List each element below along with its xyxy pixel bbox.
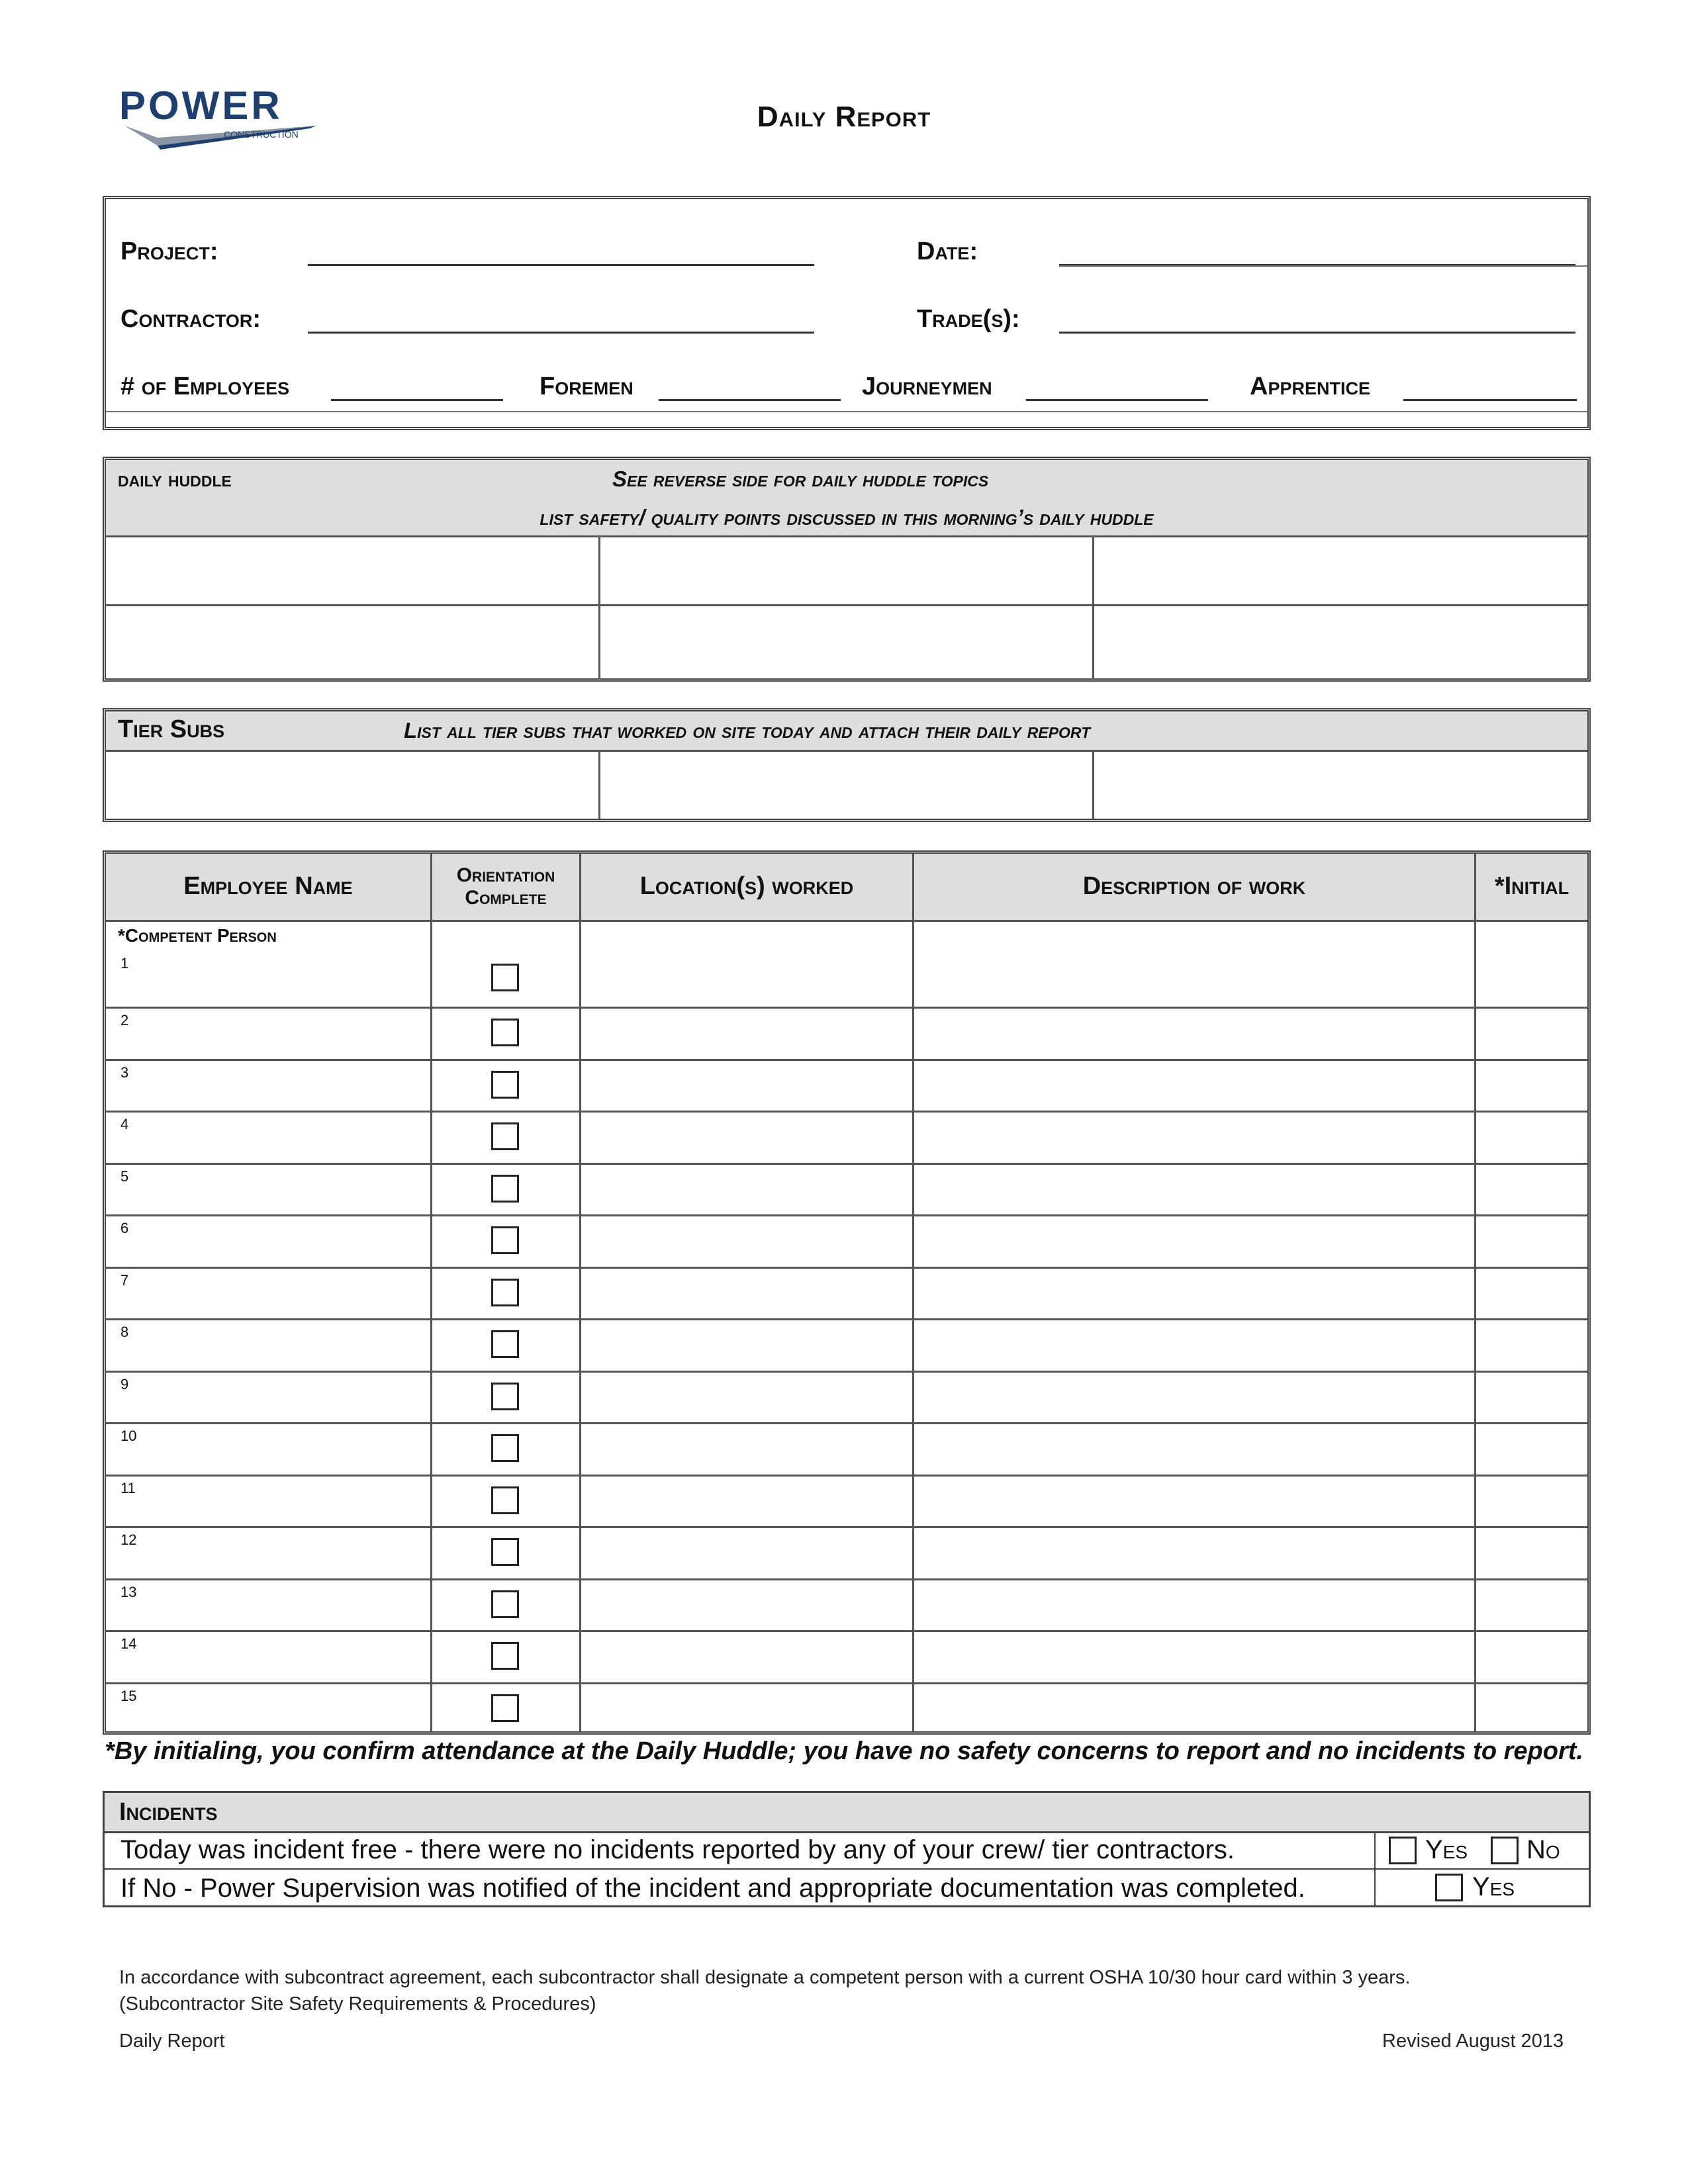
huddle-cell[interactable]: [1094, 535, 1587, 604]
location-cell[interactable]: [581, 1007, 912, 1059]
orientation-complete-checkbox[interactable]: [491, 1330, 519, 1358]
initial-cell[interactable]: [1476, 1318, 1587, 1371]
employees-label: # of Employees: [120, 373, 290, 400]
row-number: 9: [120, 1375, 129, 1392]
foremen-field[interactable]: [659, 399, 841, 401]
employee-name-cell[interactable]: [106, 1163, 430, 1215]
orientation-complete-checkbox[interactable]: [491, 1486, 519, 1514]
foremen-label: Foremen: [539, 373, 633, 400]
employees-count-field[interactable]: [331, 399, 503, 401]
col-description: Description of work: [914, 854, 1474, 920]
employee-name-cell[interactable]: [106, 1475, 430, 1527]
journeymen-field[interactable]: [1026, 399, 1208, 401]
orientation-complete-checkbox[interactable]: [491, 1434, 519, 1462]
project-field[interactable]: [308, 264, 814, 266]
description-cell[interactable]: [914, 1111, 1474, 1163]
incident-free-no-checkbox[interactable]: [1491, 1837, 1519, 1864]
description-cell[interactable]: [914, 1371, 1474, 1423]
orientation-complete-checkbox[interactable]: [491, 1694, 519, 1722]
tier-sub-cell[interactable]: [600, 752, 1092, 818]
daily-huddle-label: daily huddle: [118, 467, 232, 491]
footer-requirement-text: In accordance with subcontract agreement, each subcontractor shall designate a competent person with a current OSHA 10/30 hour card within 3 years.: [119, 1967, 1411, 1988]
contractor-label: Contractor:: [120, 305, 261, 333]
orientation-complete-checkbox[interactable]: [491, 1071, 519, 1099]
table-row: [106, 1371, 1587, 1423]
orientation-complete-checkbox[interactable]: [491, 964, 519, 991]
initial-cell[interactable]: [1476, 1371, 1587, 1423]
table-row: [106, 1267, 1587, 1319]
employee-name-cell[interactable]: [106, 1682, 430, 1735]
contractor-field[interactable]: [308, 332, 814, 334]
initial-cell[interactable]: [1476, 1526, 1587, 1578]
location-cell[interactable]: [581, 1318, 912, 1371]
page-title: Daily Report: [757, 101, 931, 133]
orientation-complete-checkbox[interactable]: [491, 1590, 519, 1618]
row-number: 5: [120, 1167, 129, 1185]
description-cell[interactable]: [914, 922, 1474, 1007]
initial-cell[interactable]: [1476, 1422, 1587, 1475]
yes-label: Yes: [1425, 1835, 1468, 1864]
row-number: 2: [120, 1012, 129, 1028]
col-location: Location(s) worked: [581, 854, 912, 920]
description-cell[interactable]: [914, 1526, 1474, 1578]
table-row: [106, 1318, 1587, 1371]
table-row: [106, 1578, 1587, 1631]
col-initial: *Initial: [1476, 854, 1587, 920]
description-cell[interactable]: [914, 1214, 1474, 1267]
orientation-complete-checkbox[interactable]: [491, 1279, 519, 1306]
row-number: 1: [120, 955, 129, 972]
tier-subs-table: [103, 708, 1591, 822]
apprentice-label: Apprentice: [1250, 373, 1370, 400]
initial-cell[interactable]: [1476, 1007, 1587, 1059]
initial-confirmation-note: *By initialing, you confirm attendance at the Daily Huddle; you have no safety concerns to report and no incidents to report.: [105, 1737, 1583, 1765]
location-cell[interactable]: [581, 1267, 912, 1319]
initial-cell[interactable]: [1476, 922, 1587, 1007]
employee-name-cell[interactable]: [106, 922, 430, 1007]
daily-huddle-note: See reverse side for daily huddle topics: [612, 467, 989, 491]
employee-name-cell[interactable]: [106, 1578, 430, 1631]
table-row: [106, 1111, 1587, 1163]
description-cell[interactable]: [914, 1630, 1474, 1682]
initial-cell[interactable]: [1476, 1630, 1587, 1682]
date-label: Date:: [917, 238, 978, 265]
col-orientation: Orientation Complete: [432, 854, 579, 920]
initial-cell[interactable]: [1476, 1475, 1587, 1527]
employee-name-cell[interactable]: [106, 1111, 430, 1163]
svg-text:POWER: POWER: [119, 85, 283, 128]
orientation-complete-checkbox[interactable]: [491, 1019, 519, 1046]
location-cell[interactable]: [581, 1526, 912, 1578]
employee-table: [103, 850, 1591, 1735]
footer-doc-name: Daily Report: [119, 2030, 225, 2052]
description-cell[interactable]: [914, 1267, 1474, 1319]
project-label: Project:: [120, 238, 218, 265]
row-number: 15: [120, 1687, 137, 1704]
location-cell[interactable]: [581, 1111, 912, 1163]
initial-cell[interactable]: [1476, 1682, 1587, 1735]
employee-name-cell[interactable]: [106, 1526, 430, 1578]
location-cell[interactable]: [581, 1578, 912, 1631]
row-number: 3: [120, 1064, 129, 1081]
footer-revision: Revised August 2013: [1382, 2030, 1564, 2052]
row-number: 4: [120, 1116, 129, 1132]
incident-free-yes-checkbox[interactable]: [1389, 1837, 1417, 1864]
row-number: 6: [120, 1220, 129, 1236]
employee-name-cell[interactable]: [106, 1059, 430, 1111]
location-cell[interactable]: [581, 1214, 912, 1267]
tier-subs-note: List all tier subs that worked on site today and attach their daily report: [404, 718, 1091, 743]
row-number: 12: [120, 1531, 137, 1548]
initial-cell[interactable]: [1476, 1163, 1587, 1215]
table-row: [106, 1526, 1587, 1578]
yes-label: Yes: [1472, 1872, 1515, 1901]
description-cell[interactable]: [914, 1163, 1474, 1215]
table-row: [106, 1475, 1587, 1527]
row-number: 8: [120, 1324, 129, 1340]
initial-cell[interactable]: [1476, 1214, 1587, 1267]
row-number: 7: [120, 1271, 129, 1289]
description-cell[interactable]: [914, 1578, 1474, 1631]
project-info-box: [103, 196, 1591, 430]
table-row: [106, 1163, 1587, 1215]
table-row: [106, 1007, 1587, 1059]
col-employee-name: Employee Name: [106, 854, 430, 920]
initial-cell[interactable]: [1476, 1267, 1587, 1319]
initial-cell[interactable]: [1476, 1578, 1587, 1631]
no-label: No: [1526, 1835, 1560, 1864]
daily-huddle-subheading: list safety/ quality points discussed in this morning’s daily huddle: [539, 505, 1154, 529]
orientation-complete-checkbox[interactable]: [491, 1642, 519, 1670]
orientation-complete-checkbox[interactable]: [491, 1122, 519, 1150]
tier-subs-label: Tier Subs: [118, 715, 225, 743]
employee-name-cell[interactable]: [106, 1007, 430, 1059]
orientation-complete-checkbox[interactable]: [491, 1175, 519, 1203]
location-cell[interactable]: [581, 1475, 912, 1527]
incidents-label: Incidents: [119, 1798, 218, 1826]
description-cell[interactable]: [914, 1059, 1474, 1111]
employee-name-cell[interactable]: [106, 1214, 430, 1267]
description-cell[interactable]: [914, 1318, 1474, 1371]
huddle-cell[interactable]: [600, 535, 1092, 604]
table-row: [106, 1059, 1587, 1111]
daily-huddle-table: [103, 457, 1591, 682]
table-row: [106, 1630, 1587, 1682]
table-row: [106, 1422, 1587, 1475]
table-row: [106, 922, 1587, 1007]
location-cell[interactable]: [581, 1059, 912, 1111]
huddle-cell[interactable]: [106, 535, 598, 604]
row-number: 13: [120, 1583, 137, 1600]
employee-name-cell[interactable]: [106, 1630, 430, 1682]
footer-reference-text: (Subcontractor Site Safety Requirements & Procedures): [119, 1993, 596, 2015]
location-cell[interactable]: [581, 1163, 912, 1215]
table-row: [106, 1214, 1587, 1267]
huddle-cell[interactable]: [1094, 606, 1587, 676]
employee-name-cell[interactable]: [106, 1422, 430, 1475]
location-cell[interactable]: [581, 922, 912, 1007]
description-cell[interactable]: [914, 1422, 1474, 1475]
incident-free-statement: Today was incident free - there were no incidents reported by any of your crew/ tier contractors.: [120, 1835, 1235, 1864]
tier-sub-cell[interactable]: [106, 752, 598, 818]
description-cell[interactable]: [914, 1682, 1474, 1735]
incidents-table: [103, 1791, 1591, 1907]
orientation-complete-checkbox[interactable]: [491, 1538, 519, 1566]
location-cell[interactable]: [581, 1630, 912, 1682]
initial-cell[interactable]: [1476, 1111, 1587, 1163]
journeymen-label: Journeymen: [862, 373, 992, 400]
orientation-complete-checkbox[interactable]: [491, 1226, 519, 1254]
svg-text:CONSTRUCTION: CONSTRUCTION: [224, 129, 299, 140]
supervision-notified-yes-checkbox[interactable]: [1435, 1874, 1463, 1901]
employee-name-cell[interactable]: [106, 1371, 430, 1423]
initial-cell[interactable]: [1476, 1059, 1587, 1111]
description-cell[interactable]: [914, 1475, 1474, 1527]
employee-name-cell[interactable]: [106, 1318, 430, 1371]
location-cell[interactable]: [581, 1682, 912, 1735]
location-cell[interactable]: [581, 1371, 912, 1423]
orientation-complete-checkbox[interactable]: [491, 1383, 519, 1410]
location-cell[interactable]: [581, 1422, 912, 1475]
competent-person-note: *Competent Person: [118, 925, 277, 946]
row-number: 11: [120, 1479, 136, 1496]
supervision-notified-statement: If No - Power Supervision was notified of the incident and appropriate documentation was completed.: [120, 1874, 1305, 1903]
row-number: 10: [120, 1428, 137, 1444]
row-number: 14: [120, 1635, 137, 1652]
table-row: [106, 1682, 1587, 1735]
description-cell[interactable]: [914, 1007, 1474, 1059]
huddle-cell[interactable]: [106, 606, 598, 676]
trades-label: Trade(s):: [917, 305, 1020, 333]
huddle-cell[interactable]: [600, 606, 1092, 676]
employee-name-cell[interactable]: [106, 1267, 430, 1319]
trades-field[interactable]: [1059, 332, 1575, 334]
apprentice-field[interactable]: [1403, 399, 1577, 401]
tier-sub-cell[interactable]: [1094, 752, 1587, 818]
